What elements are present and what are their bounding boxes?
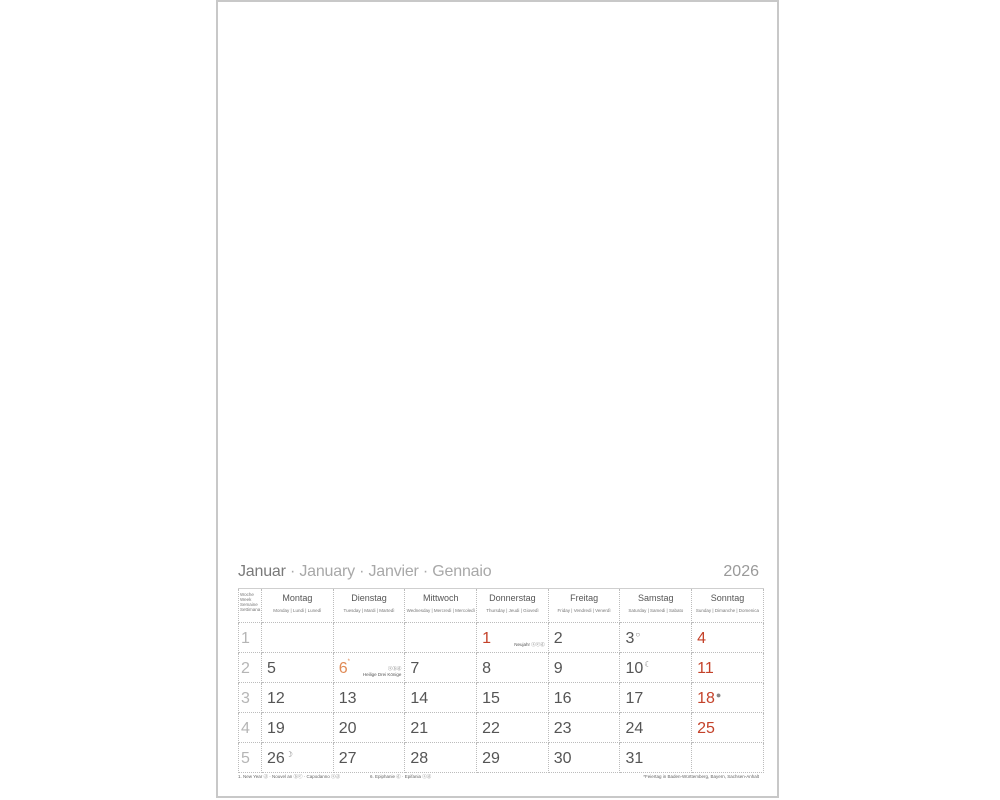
- full-moon-icon: ●: [715, 690, 722, 700]
- day-number: 13: [338, 690, 357, 707]
- week-header-it: Settimana: [240, 607, 261, 612]
- day-cell: [548, 713, 620, 743]
- day-cell: [405, 743, 477, 773]
- week-header-de: Woche: [240, 592, 254, 597]
- day-cell: [333, 653, 405, 683]
- holiday-region-symbols: ⓐⓑⓓ: [387, 666, 402, 671]
- footer-holiday-note-new-year: 1. New Year ⓓ · Nouvel an ⓑⓒ · Capodanno ⓐⓓ: [238, 774, 341, 779]
- week-number: 4: [241, 720, 250, 737]
- weekday-translations: Saturday | Samedi | Sabato: [628, 608, 684, 613]
- day-number: 22: [482, 720, 500, 737]
- first-quarter-moon-icon: ○: [635, 630, 641, 639]
- day-number: 11: [697, 660, 714, 677]
- week-number-cell: [239, 623, 262, 653]
- day-number-with-moon: [625, 660, 651, 678]
- day-cell: [620, 743, 692, 773]
- weekday-monday: [262, 589, 334, 623]
- day-cell: [620, 623, 692, 653]
- footer-holiday-note-epiphany: 6. Epiphanie ⓓ · Epifania ⓐⓓ: [370, 774, 432, 779]
- day-cell: [548, 683, 620, 713]
- week-row: [239, 623, 764, 653]
- day-number: 7: [410, 660, 420, 677]
- day-cell: [262, 743, 334, 773]
- weekday-translations: Thursday | Jeudi | Giovedì: [486, 608, 539, 613]
- calendar-page: [216, 0, 779, 798]
- day-number: 24: [625, 720, 644, 737]
- week-number: 3: [241, 690, 250, 707]
- day-cell: [692, 743, 764, 773]
- week-column-header: [239, 589, 262, 623]
- week-row: [239, 743, 764, 773]
- day-number: 5: [267, 660, 276, 677]
- day-cell: [405, 713, 477, 743]
- day-cell: [620, 653, 692, 683]
- footer-regional-note: *Feiertag in Baden-Württemberg, Bayern, Sachsen-Anhalt: [643, 774, 759, 779]
- day-cell: [692, 623, 764, 653]
- day-number-with-star: [339, 660, 350, 678]
- holiday-name: Heilige Drei Könige: [362, 672, 402, 677]
- day-cell: [477, 743, 549, 773]
- weekday-translations: Friday | Vendredi | Venerdì: [557, 608, 611, 613]
- weekday-name: Montag: [282, 593, 313, 603]
- weekday-name: Donnerstag: [489, 593, 536, 603]
- day-cell: [333, 683, 405, 713]
- day-number: 6: [338, 660, 348, 677]
- weekday-sunday: [692, 589, 764, 623]
- day-number: 23: [553, 720, 572, 737]
- day-cell: [548, 653, 620, 683]
- day-cell: [477, 653, 549, 683]
- day-number: 9: [553, 660, 563, 677]
- day-number: 30: [553, 750, 572, 767]
- day-number: 1: [482, 630, 491, 647]
- day-number: 17: [625, 690, 644, 707]
- day-number: 16: [553, 690, 572, 707]
- weekday-translations: Tuesday | Mardi | Martedì: [343, 608, 395, 613]
- weekday-wednesday: [405, 589, 477, 623]
- day-number: 19: [267, 720, 285, 737]
- regional-holiday-star: *: [347, 659, 350, 665]
- month-title-translations: · January · Janvier · Gennaio: [289, 563, 492, 580]
- week-header-fr: Semaine: [240, 602, 258, 607]
- week-number: 5: [241, 750, 250, 767]
- calendar-header: [238, 563, 759, 587]
- day-cell: [333, 743, 405, 773]
- day-number: 14: [410, 690, 429, 707]
- weekday-saturday: [620, 589, 692, 623]
- day-number: 28: [410, 750, 429, 767]
- day-number-with-moon: [267, 750, 293, 768]
- day-number: 27: [338, 750, 357, 767]
- last-quarter-moon-icon: ☾: [644, 660, 652, 669]
- weekday-translations: Sunday | Dimanche | Domenica: [695, 608, 760, 613]
- day-cell: [548, 743, 620, 773]
- day-number: 10: [625, 660, 644, 677]
- weekday-header-row: [239, 589, 764, 623]
- day-number: 8: [482, 660, 491, 677]
- week-row: [239, 713, 764, 743]
- day-cell: [477, 683, 549, 713]
- day-number: 20: [338, 720, 357, 737]
- day-cell: [477, 623, 549, 653]
- weekday-name: Mittwoch: [422, 593, 459, 603]
- day-number: 18: [697, 690, 715, 707]
- day-number: 29: [482, 750, 500, 767]
- month-title-de: Januar: [238, 563, 286, 580]
- day-cell: [262, 713, 334, 743]
- week-number: 1: [241, 630, 250, 647]
- day-cell: [333, 713, 405, 743]
- weekday-name: Dienstag: [351, 593, 387, 603]
- day-cell: [405, 623, 477, 653]
- holiday-label: Neujahr ⓐⓒⓓ: [514, 642, 545, 647]
- day-number: 15: [482, 690, 500, 707]
- day-cell: [262, 653, 334, 683]
- day-cell: [620, 683, 692, 713]
- weekday-translations: Monday | Lundi | Lunedì: [273, 608, 322, 613]
- week-row: [239, 653, 764, 683]
- weekday-name: Sonntag: [710, 593, 745, 603]
- day-number: 21: [410, 720, 429, 737]
- day-number: 12: [267, 690, 285, 707]
- day-number-with-moon: [625, 630, 640, 648]
- week-number-cell: [239, 743, 262, 773]
- day-cell: [405, 683, 477, 713]
- day-cell: [692, 653, 764, 683]
- weekday-thursday: [477, 589, 549, 623]
- week-number-cell: [239, 653, 262, 683]
- new-moon-icon: ☽: [285, 750, 293, 759]
- year-label: 2026: [723, 563, 759, 580]
- day-number: 2: [553, 630, 563, 647]
- day-cell: [477, 713, 549, 743]
- day-number: 4: [697, 630, 707, 647]
- day-cell: [262, 683, 334, 713]
- day-cell: [548, 623, 620, 653]
- weekday-name: Freitag: [570, 593, 599, 603]
- day-cell: [692, 683, 764, 713]
- week-number-cell: [239, 683, 262, 713]
- week-number-cell: [239, 713, 262, 743]
- day-number: 31: [625, 750, 644, 767]
- month-title: [238, 563, 491, 581]
- weekday-tuesday: [333, 589, 405, 623]
- week-header-en: Week: [240, 597, 252, 602]
- weekday-name: Samstag: [638, 593, 674, 603]
- day-number-with-moon: [697, 690, 721, 708]
- day-cell: [405, 653, 477, 683]
- day-cell: [692, 713, 764, 743]
- calendar-grid: [238, 588, 764, 773]
- photo-area: [218, 2, 777, 560]
- day-cell: [262, 623, 334, 653]
- holiday-label: [363, 666, 402, 678]
- day-number: 25: [697, 720, 715, 737]
- weekday-translations: Wednesday | Mercredi | Mercoledì: [406, 608, 475, 613]
- day-cell: [620, 713, 692, 743]
- day-number: 26: [267, 750, 285, 767]
- day-cell: [333, 623, 405, 653]
- weekday-friday: [548, 589, 620, 623]
- day-number: 3: [625, 630, 635, 647]
- week-number: 2: [241, 660, 250, 677]
- week-row: [239, 683, 764, 713]
